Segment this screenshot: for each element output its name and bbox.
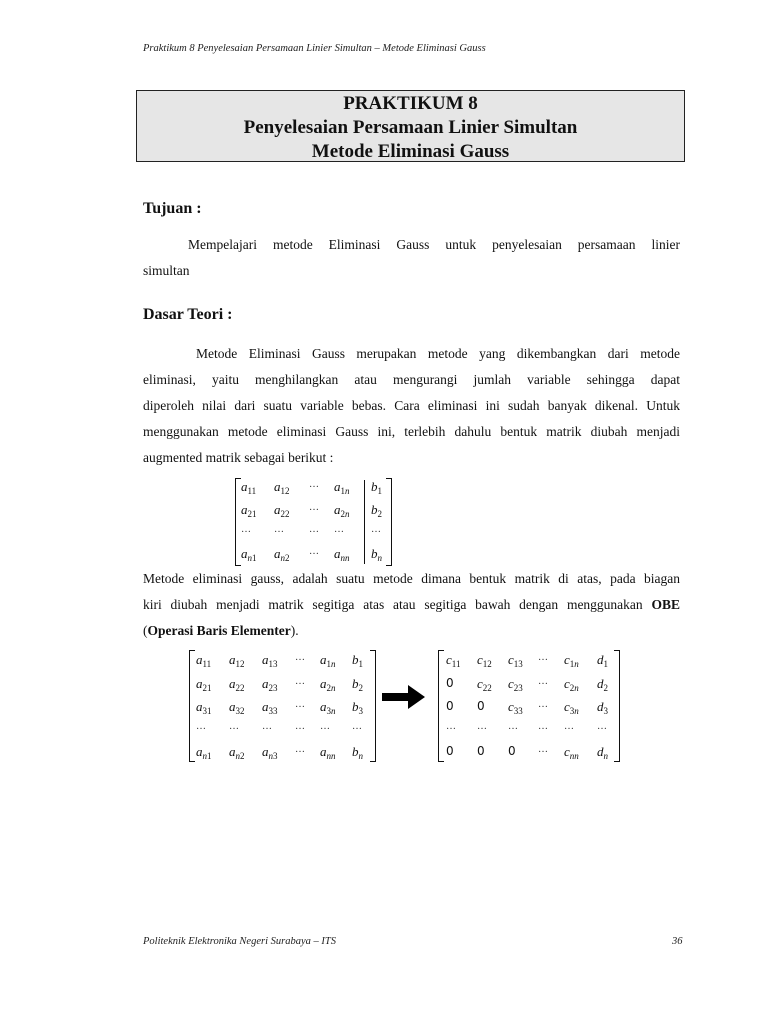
matrix-entry: … — [309, 479, 319, 490]
matrix-entry: $b_1$ — [352, 652, 363, 669]
matrix-entry: $a_{32}$ — [229, 699, 245, 716]
matrix-entry: $a_{31}$ — [196, 699, 212, 716]
matrix-entry: $c_{1n}$ — [564, 652, 579, 669]
matrix-entry: … — [538, 676, 548, 687]
p1-line-1: Metode Eliminasi Gauss merupakan metode yang dikembangkan dari metode — [196, 346, 680, 361]
matrix-entry: $a_{13}$ — [262, 652, 278, 669]
matrix-entry: $c_{22}$ — [477, 676, 492, 693]
matrix-entry: $a_{22}$ — [274, 502, 290, 519]
matrix-entry: $a_{nn}$ — [320, 744, 336, 761]
matrix-entry: $a_{21}$ — [241, 502, 257, 519]
matrix-entry: $c_{3n}$ — [564, 699, 579, 716]
matrix-entry: $d_1$ — [597, 652, 608, 669]
matrix-entry: … — [538, 699, 548, 710]
right-bracket — [614, 650, 620, 762]
p2-line-1: Metode eliminasi gauss, adalah suatu metode dimana bentuk matrik di atas, pada biagan — [143, 571, 680, 586]
tujuan-heading: Tujuan : — [143, 200, 202, 217]
matrix-entry: 0 — [446, 676, 454, 690]
running-header: Praktikum 8 Penyelesaian Persamaan Linier Simultan – Metode Eliminasi Gauss — [143, 43, 486, 54]
matrix-entry: $b_2$ — [352, 676, 363, 693]
dasar-teori-heading: Dasar Teori : — [143, 306, 233, 323]
matrix-entry: $a_{11}$ — [241, 479, 257, 496]
obe-expansion: Operasi Baris Elementer — [147, 623, 291, 638]
matrix-entry: … — [309, 502, 319, 513]
matrix-entry: $a_{3n}$ — [320, 699, 336, 716]
left-bracket — [189, 650, 195, 762]
p2-close-paren: ). — [290, 623, 299, 638]
matrix-entry: … — [371, 524, 381, 535]
matrix-entry: $a_{2n}$ — [334, 502, 350, 519]
footer-institution: Politeknik Elektronika Negeri Surabaya – ITS — [143, 936, 336, 947]
matrix-entry: … — [320, 721, 330, 732]
matrix-entry: 0 — [446, 744, 454, 758]
upper-triangular-matrix — [438, 650, 620, 762]
matrix-entry: $a_{n2}$ — [229, 744, 245, 761]
matrix-entry: … — [564, 721, 574, 732]
matrix-entry: … — [309, 524, 319, 535]
tujuan-paragraph — [143, 232, 680, 284]
obe-term: OBE — [651, 597, 680, 612]
title-line-2: Penyelesaian Persamaan Linier Simultan — [243, 117, 578, 138]
matrix-entry: … — [262, 721, 272, 732]
matrix-entry: $b_n$ — [371, 546, 382, 563]
matrix-entry: … — [229, 721, 239, 732]
matrix-entry: $c_{12}$ — [477, 652, 492, 669]
matrix-entry: … — [538, 744, 548, 755]
page-number: 36 — [672, 936, 683, 947]
augment-separator — [364, 480, 365, 564]
matrix-entry: $d_n$ — [597, 744, 608, 761]
matrix-entry: $a_{23}$ — [262, 676, 278, 693]
matrix-entry: … — [196, 721, 206, 732]
tujuan-line-1: Mempelajari metode Eliminasi Gauss untuk penyelesaian persamaan linier — [188, 237, 680, 252]
matrix-entry: $a_{n1}$ — [241, 546, 257, 563]
matrix-entry: … — [334, 524, 344, 535]
matrix-entry: $b_2$ — [371, 502, 382, 519]
matrix-entry: $c_{11}$ — [446, 652, 461, 669]
title-line-1: PRAKTIKUM 8 — [343, 93, 478, 114]
title-line-3: Metode Eliminasi Gauss — [311, 141, 510, 162]
matrix-entry: … — [352, 721, 362, 732]
right-bracket — [386, 478, 392, 566]
p2-line-2-text: kiri diubah menjadi matrik segitiga atas atau segitiga bawah dengan menggunakan — [143, 597, 652, 612]
p1-line-4: menggunakan metode eliminasi Gauss ini, terlebih dahulu bentuk matrik diubah menjadi — [143, 424, 680, 439]
matrix-entry: $c_{2n}$ — [564, 676, 579, 693]
p1-line-5: augmented matrik sebagai berikut : — [143, 450, 334, 465]
matrix-entry: $a_{n3}$ — [262, 744, 278, 761]
matrix-entry: 0 — [477, 699, 485, 713]
matrix-entry: … — [295, 744, 305, 755]
matrix-entry: $a_{11}$ — [196, 652, 212, 669]
matrix-entry: $a_{22}$ — [229, 676, 245, 693]
left-bracket — [438, 650, 444, 762]
matrix-entry: … — [309, 546, 319, 557]
dasar-teori-paragraph-2 — [143, 566, 680, 644]
matrix-entry: $b_3$ — [352, 699, 363, 716]
dasar-teori-paragraph-1 — [143, 341, 680, 471]
augmented-matrix — [235, 478, 392, 566]
matrix-entry: $a_{12}$ — [229, 652, 245, 669]
matrix-entry: $a_{nn}$ — [334, 546, 350, 563]
matrix-entry: $a_{1n}$ — [320, 652, 336, 669]
matrix-entry: $a_{n1}$ — [196, 744, 212, 761]
matrix-entry: $c_{23}$ — [508, 676, 523, 693]
matrix-entry: … — [274, 524, 284, 535]
tujuan-line-2: simultan — [143, 263, 190, 278]
coefficient-matrix — [189, 650, 376, 762]
p2-open-paren: ( — [143, 623, 148, 638]
matrix-entry: … — [295, 721, 305, 732]
matrix-entry: $a_{12}$ — [274, 479, 290, 496]
matrix-entry: $a_{n2}$ — [274, 546, 290, 563]
matrix-entry: … — [538, 721, 548, 732]
matrix-entry: $c_{33}$ — [508, 699, 523, 716]
matrix-entry: 0 — [446, 699, 454, 713]
matrix-entry: $a_{33}$ — [262, 699, 278, 716]
matrix-entry: … — [508, 721, 518, 732]
matrix-entry: 0 — [477, 744, 485, 758]
matrix-entry: … — [295, 652, 305, 663]
matrix-entry: … — [295, 699, 305, 710]
matrix-entry: 0 — [508, 744, 516, 758]
right-arrow-icon — [382, 684, 426, 710]
matrix-entry: … — [597, 721, 607, 732]
matrix-entry: $a_{21}$ — [196, 676, 212, 693]
matrix-entry: $d_3$ — [597, 699, 608, 716]
matrix-entry: $a_{2n}$ — [320, 676, 336, 693]
matrix-entry: $c_{nn}$ — [564, 744, 579, 761]
matrix-entry: $c_{13}$ — [508, 652, 523, 669]
title-box — [136, 90, 685, 162]
right-bracket — [370, 650, 376, 762]
matrix-entry: … — [446, 721, 456, 732]
matrix-entry: … — [295, 676, 305, 687]
matrix-entry: $a_{1n}$ — [334, 479, 350, 496]
matrix-entry: … — [241, 524, 251, 535]
matrix-entry: $b_1$ — [371, 479, 382, 496]
matrix-entry: … — [477, 721, 487, 732]
p1-line-3: diperoleh nilai dari suatu variable bebas. Cara eliminasi ini sudah banyak dikenal. Untuk — [143, 398, 680, 413]
p1-line-2: eliminasi, yaitu menghilangkan atau mengurangi jumlah variable sehingga dapat — [143, 372, 680, 387]
matrix-entry: … — [538, 652, 548, 663]
matrix-entry: $d_2$ — [597, 676, 608, 693]
matrix-entry: $b_n$ — [352, 744, 363, 761]
